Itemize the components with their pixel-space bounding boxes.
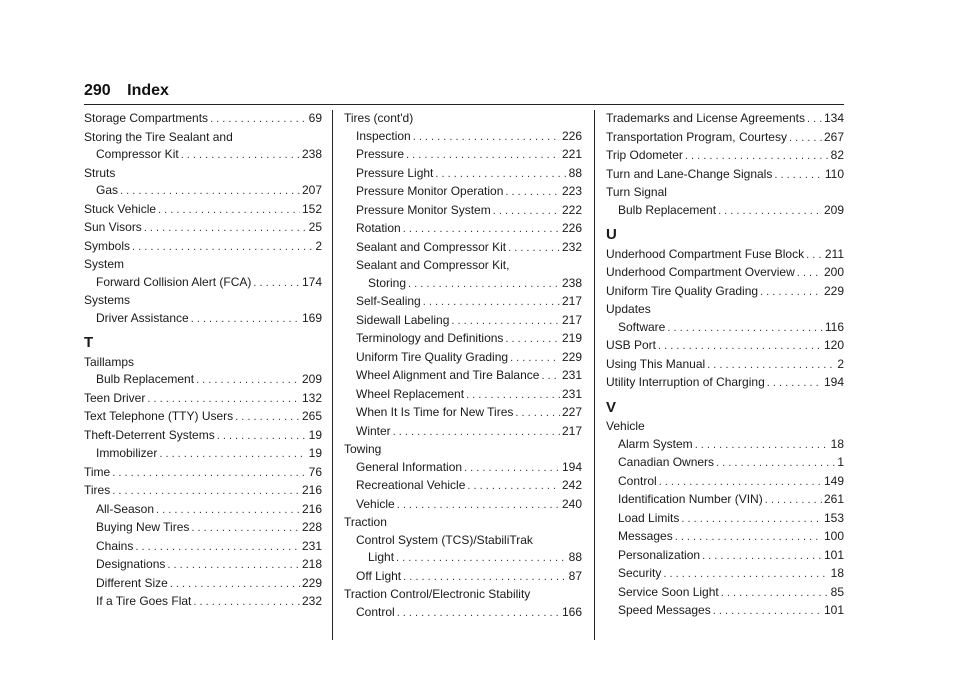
index-column-1 (84, 110, 322, 612)
entry-term: Underhood Compartment Overview (606, 265, 795, 279)
entry-term: Sun Visors (84, 220, 142, 234)
dot-leader (774, 166, 823, 185)
entry-page-number: 227 (561, 405, 582, 419)
entry-term: Recreational Vehicle (356, 478, 466, 492)
entry-page-number: 242 (561, 478, 582, 492)
entry-term: Utility Interruption of Charging (606, 375, 765, 389)
dot-leader (112, 464, 306, 483)
index-entry[interactable] (606, 356, 844, 375)
dot-leader (406, 146, 560, 165)
dot-leader (191, 519, 300, 538)
entry-page-number: 134 (823, 111, 844, 125)
entry-page-number: 110 (824, 166, 844, 181)
index-entry[interactable] (84, 464, 322, 483)
index-entry[interactable] (84, 219, 322, 238)
index-entry[interactable] (344, 275, 582, 294)
dot-leader (767, 374, 822, 393)
entry-page-number: 153 (823, 510, 844, 525)
column-divider (332, 110, 333, 640)
dot-leader (403, 568, 567, 587)
index-entry[interactable] (606, 246, 844, 265)
index-entry[interactable] (84, 519, 322, 538)
dot-leader (789, 129, 822, 148)
entry-term: Stuck Vehicle (84, 201, 157, 216)
entry-page-number: 261 (823, 492, 844, 506)
index-entry[interactable] (606, 337, 844, 356)
entry-term: Identification Number (VIN) (618, 492, 763, 506)
dot-leader (663, 565, 828, 584)
entry-page-number: 200 (823, 265, 844, 279)
index-entry[interactable] (344, 496, 582, 515)
entry-page-number: 229 (823, 283, 844, 298)
index-heading: Towing (344, 442, 382, 456)
entry-page-number: 19 (308, 446, 322, 460)
index-entry[interactable] (606, 584, 844, 603)
entry-term: Software (618, 319, 666, 334)
entry-term: Pressure Monitor Operation (356, 184, 504, 198)
dot-leader (505, 183, 560, 202)
entry-term: Load Limits (618, 510, 680, 525)
index-heading: Taillamps (84, 354, 135, 369)
section-letter: V (606, 398, 617, 416)
entry-page-number: 228 (301, 520, 322, 534)
dot-leader (235, 408, 300, 427)
dot-leader (147, 390, 300, 409)
index-entry[interactable] (606, 565, 844, 584)
entry-page-number: 69 (308, 111, 322, 125)
dot-leader (466, 386, 560, 405)
dot-leader (675, 528, 822, 547)
index-entry[interactable] (606, 547, 844, 566)
dot-leader (508, 239, 560, 258)
index-entry[interactable] (344, 604, 582, 623)
entry-term: Driver Assistance (96, 310, 189, 325)
index-entry[interactable] (84, 182, 322, 201)
entry-term: Sealant and Compressor Kit (356, 239, 507, 254)
entry-term: Immobilizer (96, 446, 158, 460)
index-entry[interactable] (344, 549, 582, 568)
entry-page-number: 267 (823, 129, 844, 144)
entry-term: Inspection (356, 128, 411, 143)
entry-page-number: 194 (823, 375, 844, 389)
index-entry[interactable] (344, 367, 582, 386)
index-entry[interactable] (344, 312, 582, 331)
entry-term: Symbols (84, 238, 131, 253)
entry-term: Terminology and Definitions (356, 331, 504, 345)
entry-term: Time (84, 464, 111, 479)
entry-page-number: 221 (561, 147, 582, 161)
entry-term: Wheel Alignment and Tire Balance (356, 368, 540, 382)
entry-term: Service Soon Light (618, 584, 719, 599)
entry-term: If a Tire Goes Flat (96, 594, 192, 608)
dot-leader (658, 337, 822, 356)
entry-page-number: 211 (824, 246, 844, 261)
index-column-3 (606, 110, 844, 621)
entry-term: Different Size (96, 575, 168, 590)
entry-term: Pressure Monitor System (356, 202, 491, 217)
index-entry[interactable] (344, 423, 582, 442)
dot-leader (403, 220, 560, 239)
entry-term: Rotation (356, 221, 401, 235)
index-entry[interactable] (84, 390, 322, 409)
entry-term: Designations (96, 557, 166, 571)
dot-leader (707, 356, 835, 375)
entry-page-number: 87 (568, 568, 582, 583)
entry-term: Chains (96, 538, 134, 553)
dot-leader (685, 147, 829, 166)
index-entry[interactable] (84, 575, 322, 594)
index-entry[interactable] (344, 202, 582, 221)
dot-leader (713, 602, 822, 621)
dot-leader (120, 182, 300, 201)
index-entry[interactable] (606, 510, 844, 529)
entry-page-number: 226 (561, 221, 582, 235)
index-entry[interactable] (344, 349, 582, 368)
dot-leader (132, 238, 313, 257)
dot-leader (505, 330, 560, 349)
entry-page-number: 222 (561, 202, 582, 217)
page-title: Index (127, 82, 169, 99)
entry-term: Vehicle (356, 496, 395, 511)
dot-leader (156, 501, 300, 520)
dot-leader (144, 219, 307, 238)
entry-term: Using This Manual (606, 356, 706, 371)
dot-leader (515, 404, 560, 423)
dot-leader (718, 202, 822, 221)
index-entry[interactable] (344, 146, 582, 165)
entry-page-number: 88 (568, 550, 582, 564)
index-entry[interactable] (344, 220, 582, 239)
dot-leader (721, 584, 829, 603)
entry-page-number: 149 (823, 473, 844, 488)
entry-page-number: 101 (823, 547, 844, 562)
index-entry[interactable] (606, 110, 844, 129)
entry-page-number: 174 (301, 274, 322, 289)
entry-term: Winter (356, 423, 391, 438)
entry-term: Teen Driver (84, 390, 146, 405)
dot-leader (695, 436, 829, 455)
entry-page-number: 120 (823, 338, 844, 352)
index-entry[interactable] (606, 202, 844, 221)
dot-leader (181, 146, 300, 165)
entry-page-number: 217 (561, 312, 582, 327)
entry-term: Compressor Kit (96, 147, 179, 161)
entry-page-number: 238 (561, 275, 582, 290)
index-heading: Turn Signal (606, 185, 667, 199)
index-entry[interactable] (344, 165, 582, 184)
index-entry[interactable] (606, 436, 844, 455)
dot-leader (397, 496, 560, 515)
entry-page-number: 166 (561, 604, 582, 619)
index-entry[interactable] (84, 482, 322, 501)
entry-term: Off Light (356, 568, 402, 583)
entry-page-number: 132 (301, 390, 322, 405)
entry-term: Buying New Tires (96, 520, 190, 534)
dot-leader (158, 201, 300, 220)
dot-leader (196, 371, 300, 390)
index-entry[interactable] (344, 239, 582, 258)
index-heading: Vehicle (606, 419, 645, 433)
entry-page-number: 229 (561, 349, 582, 364)
entry-term: Light (368, 550, 395, 564)
dot-leader (413, 128, 560, 147)
entry-page-number: 2 (315, 238, 322, 253)
index-entry[interactable] (344, 386, 582, 405)
index-entry[interactable] (84, 201, 322, 220)
entry-page-number: 88 (568, 165, 582, 180)
entry-page-number: 116 (824, 319, 844, 334)
index-entry[interactable] (84, 274, 322, 293)
entry-term: Control (356, 604, 395, 619)
index-entry[interactable] (84, 238, 322, 257)
index-heading: Traction (344, 515, 387, 529)
entry-term: Theft-Deterrent Systems (84, 427, 215, 442)
entry-page-number: 238 (301, 147, 322, 161)
index-entry[interactable] (84, 538, 322, 557)
entry-page-number: 229 (301, 575, 322, 590)
section-letter: T (84, 334, 94, 351)
index-entry[interactable] (606, 454, 844, 473)
dot-leader (112, 482, 300, 501)
index-entry[interactable] (606, 147, 844, 166)
entry-page-number: 216 (301, 501, 322, 516)
dot-leader (760, 283, 822, 302)
entry-page-number: 18 (830, 436, 844, 451)
entry-term: General Information (356, 459, 463, 474)
dot-leader (167, 556, 300, 575)
entry-term: Pressure (356, 147, 405, 161)
index-heading: Traction Control/Electronic Stability (344, 587, 531, 601)
index-entry[interactable] (344, 128, 582, 147)
entry-page-number: 209 (823, 202, 844, 217)
entry-term: Bulb Replacement (96, 372, 195, 386)
dot-leader (393, 423, 560, 442)
entry-term: Control (618, 473, 657, 488)
dot-leader (541, 367, 560, 386)
index-heading: Storing the Tire Sealant and (84, 129, 233, 144)
index-entry[interactable] (606, 129, 844, 148)
index-heading: Sealant and Compressor Kit, (356, 258, 510, 272)
index-entry[interactable] (84, 146, 322, 165)
index-entry[interactable] (84, 593, 322, 612)
entry-term: Tires (84, 483, 111, 497)
dot-leader (408, 275, 560, 294)
index-entry[interactable] (84, 445, 322, 464)
index-heading: Control System (TCS)/StabiliTrak (356, 532, 533, 547)
entry-term: Trip Odometer (606, 148, 683, 162)
dot-leader (681, 510, 822, 529)
index-entry[interactable] (84, 556, 322, 575)
entry-term: Security (618, 566, 662, 580)
entry-page-number: 223 (561, 184, 582, 198)
entry-page-number: 76 (308, 464, 322, 479)
index-entry[interactable] (84, 110, 322, 129)
dot-leader (716, 454, 835, 473)
index-heading: Systems (84, 293, 131, 307)
index-entry[interactable] (606, 283, 844, 302)
entry-term: Storage Compartments (84, 111, 209, 125)
index-heading: Tires (cont'd) (344, 111, 414, 125)
dot-leader (193, 593, 300, 612)
header-divider (84, 104, 844, 105)
page-number: 290 (84, 82, 111, 99)
entry-term: All-Season (96, 501, 155, 516)
entry-page-number: 217 (561, 423, 582, 438)
dot-leader (191, 310, 300, 329)
index-entry[interactable] (606, 166, 844, 185)
column-divider (594, 110, 595, 640)
dot-leader (797, 264, 822, 283)
dot-leader (467, 477, 560, 496)
index-entry[interactable] (606, 602, 844, 621)
dot-leader (667, 319, 823, 338)
entry-page-number: 82 (830, 148, 844, 162)
index-entry[interactable] (344, 477, 582, 496)
entry-page-number: 101 (823, 603, 844, 617)
dot-leader (253, 274, 300, 293)
index-entry[interactable] (344, 404, 582, 423)
dot-leader (423, 293, 560, 312)
index-entry[interactable] (84, 501, 322, 520)
dot-leader (135, 538, 300, 557)
entry-page-number: 2 (837, 356, 844, 371)
entry-term: Uniform Tire Quality Grading (356, 349, 509, 364)
entry-term: USB Port (606, 338, 657, 352)
entry-term: Transportation Program, Courtesy (606, 129, 787, 144)
entry-page-number: 194 (561, 459, 582, 474)
entry-term: Bulb Replacement (618, 202, 717, 217)
index-entry[interactable] (606, 374, 844, 393)
entry-page-number: 207 (301, 183, 322, 197)
entry-term: Storing (368, 275, 407, 290)
dot-leader (210, 110, 307, 129)
entry-page-number: 18 (830, 566, 844, 580)
index-heading: Struts (84, 165, 116, 180)
dot-leader (159, 445, 306, 464)
entry-term: Uniform Tire Quality Grading (606, 283, 759, 298)
entry-term: Wheel Replacement (356, 386, 465, 401)
dot-leader (464, 459, 560, 478)
entry-page-number: 232 (301, 594, 322, 608)
index-entry[interactable] (606, 473, 844, 492)
page-header (84, 82, 169, 100)
index-heading: System (84, 257, 125, 271)
index-entry[interactable] (344, 183, 582, 202)
entry-term: Speed Messages (618, 603, 711, 617)
entry-page-number: 219 (561, 331, 582, 345)
index-entry[interactable] (344, 568, 582, 587)
entry-page-number: 217 (561, 294, 582, 308)
dot-leader (451, 312, 560, 331)
index-entry[interactable] (84, 371, 322, 390)
entry-page-number: 1 (837, 455, 844, 469)
entry-term: Turn and Lane-Change Signals (606, 166, 773, 181)
dot-leader (510, 349, 560, 368)
index-column-2 (344, 110, 582, 622)
entry-page-number: 231 (561, 386, 582, 401)
dot-leader (217, 427, 307, 446)
entry-term: Trademarks and License Agreements (606, 111, 805, 125)
entry-page-number: 100 (823, 529, 844, 543)
entry-page-number: 226 (561, 128, 582, 143)
entry-term: Canadian Owners (618, 455, 715, 469)
index-entry[interactable] (344, 330, 582, 349)
entry-page-number: 231 (561, 368, 582, 382)
section-letter: U (606, 226, 617, 243)
index-entry[interactable] (84, 310, 322, 329)
entry-page-number: 209 (301, 372, 322, 386)
entry-term: Underhood Compartment Fuse Block (606, 246, 805, 261)
entry-term: Sidewall Labeling (356, 312, 450, 327)
dot-leader (807, 110, 822, 129)
dot-leader (765, 491, 822, 510)
dot-leader (170, 575, 300, 594)
dot-leader (493, 202, 560, 221)
index-entry[interactable] (84, 427, 322, 446)
entry-term: Self-Sealing (356, 294, 421, 308)
index-entry[interactable] (344, 459, 582, 478)
index-entry[interactable] (84, 408, 322, 427)
entry-term: Personalization (618, 547, 701, 562)
index-entry[interactable] (606, 491, 844, 510)
entry-term: Alarm System (618, 436, 693, 451)
entry-term: Pressure Light (356, 165, 434, 180)
dot-leader (397, 604, 560, 623)
entry-page-number: 232 (561, 239, 582, 254)
entry-term: Text Telephone (TTY) Users (84, 409, 234, 423)
entry-term: Gas (96, 183, 119, 197)
index-entry[interactable] (606, 528, 844, 547)
entry-page-number: 216 (301, 483, 322, 497)
entry-term: Forward Collision Alert (FCA) (96, 274, 252, 289)
dot-leader (806, 246, 823, 265)
entry-term: When It Is Time for New Tires (356, 405, 514, 419)
dot-leader (396, 549, 567, 568)
index-entry[interactable] (606, 319, 844, 338)
entry-page-number: 231 (301, 538, 322, 553)
entry-page-number: 152 (301, 201, 322, 216)
dot-leader (702, 547, 822, 566)
dot-leader (659, 473, 822, 492)
entry-page-number: 265 (301, 409, 322, 423)
dot-leader (435, 165, 566, 184)
entry-page-number: 240 (561, 496, 582, 511)
entry-page-number: 25 (308, 220, 322, 234)
index-entry[interactable] (606, 264, 844, 283)
index-heading: Updates (606, 302, 651, 316)
entry-term: Messages (618, 529, 673, 543)
entry-page-number: 85 (830, 584, 844, 599)
entry-page-number: 218 (301, 557, 322, 571)
entry-page-number: 169 (301, 310, 322, 325)
entry-page-number: 19 (308, 427, 322, 442)
index-entry[interactable] (344, 293, 582, 312)
